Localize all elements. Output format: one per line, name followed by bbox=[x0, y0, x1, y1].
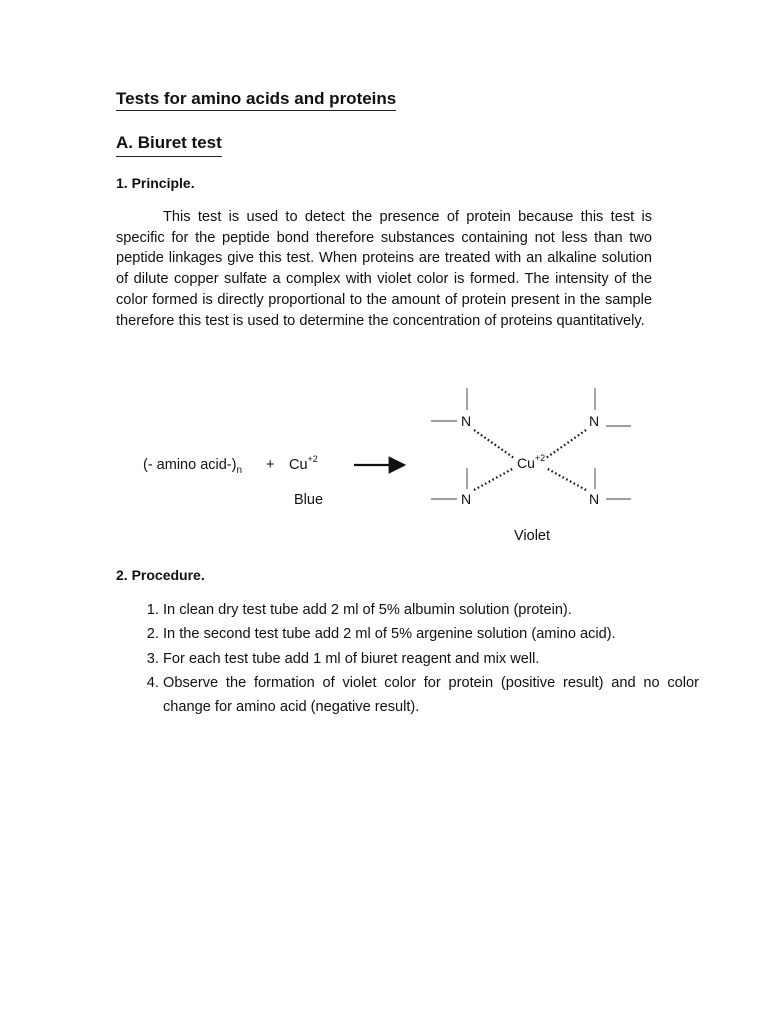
page-title: Tests for amino acids and proteins bbox=[116, 89, 396, 111]
principle-paragraph: This test is used to detect the presence of protein because this test is specific for the peptide bond therefore substances containing not less than two peptide linkages give this test. When proteins are treated with an alkaline solution of dilute copper sulfate a complex with violet color is formed. The intensity of the color formed is directly proportional to the amount of protein present in the sample therefore this test is used to determine the concentration of proteins quantitatively. bbox=[116, 209, 652, 329]
reactant-amino-acid: (- amino acid-)$_n$ bbox=[143, 457, 243, 476]
nitrogen-atom-bottom-right: N bbox=[589, 491, 600, 507]
plus-sign: + bbox=[266, 457, 275, 473]
section-heading-biuret: A. Biuret test bbox=[116, 133, 222, 157]
biuret-reaction-diagram bbox=[0, 370, 768, 560]
procedure-step: 3. For each test tube add 1 ml of biuret reagent and mix well. bbox=[163, 647, 699, 671]
coordination-bond bbox=[546, 430, 586, 458]
procedure-step: 2. In the second test tube add 2 ml of 5% argenine solution (amino acid). bbox=[163, 622, 699, 646]
nitrogen-atom-top-left: N bbox=[461, 413, 472, 429]
center-copper-atom: $Cu^{+2}$ bbox=[517, 453, 546, 471]
coordination-bond bbox=[546, 468, 586, 490]
reactant-copper: $Cu^{+2}$ bbox=[289, 454, 318, 473]
nitrogen-atom-top-right: N bbox=[589, 413, 600, 429]
procedure-heading: 2. Procedure. bbox=[116, 567, 205, 583]
procedure-list bbox=[116, 598, 699, 719]
coordination-bond bbox=[474, 430, 514, 458]
product-color-label: Violet bbox=[514, 528, 551, 544]
procedure-step: 4. Observe the formation of violet color for protein (positive result) and no color change for amino acid (negative result). bbox=[163, 671, 699, 720]
procedure-step: 1. In clean dry test tube add 2 ml of 5% albumin solution (protein). bbox=[163, 598, 699, 622]
reactant-color-label: Blue bbox=[294, 492, 324, 508]
nitrogen-atom-bottom-left: N bbox=[461, 491, 472, 507]
principle-heading: 1. Principle. bbox=[116, 175, 195, 191]
coordination-bond bbox=[474, 468, 514, 490]
